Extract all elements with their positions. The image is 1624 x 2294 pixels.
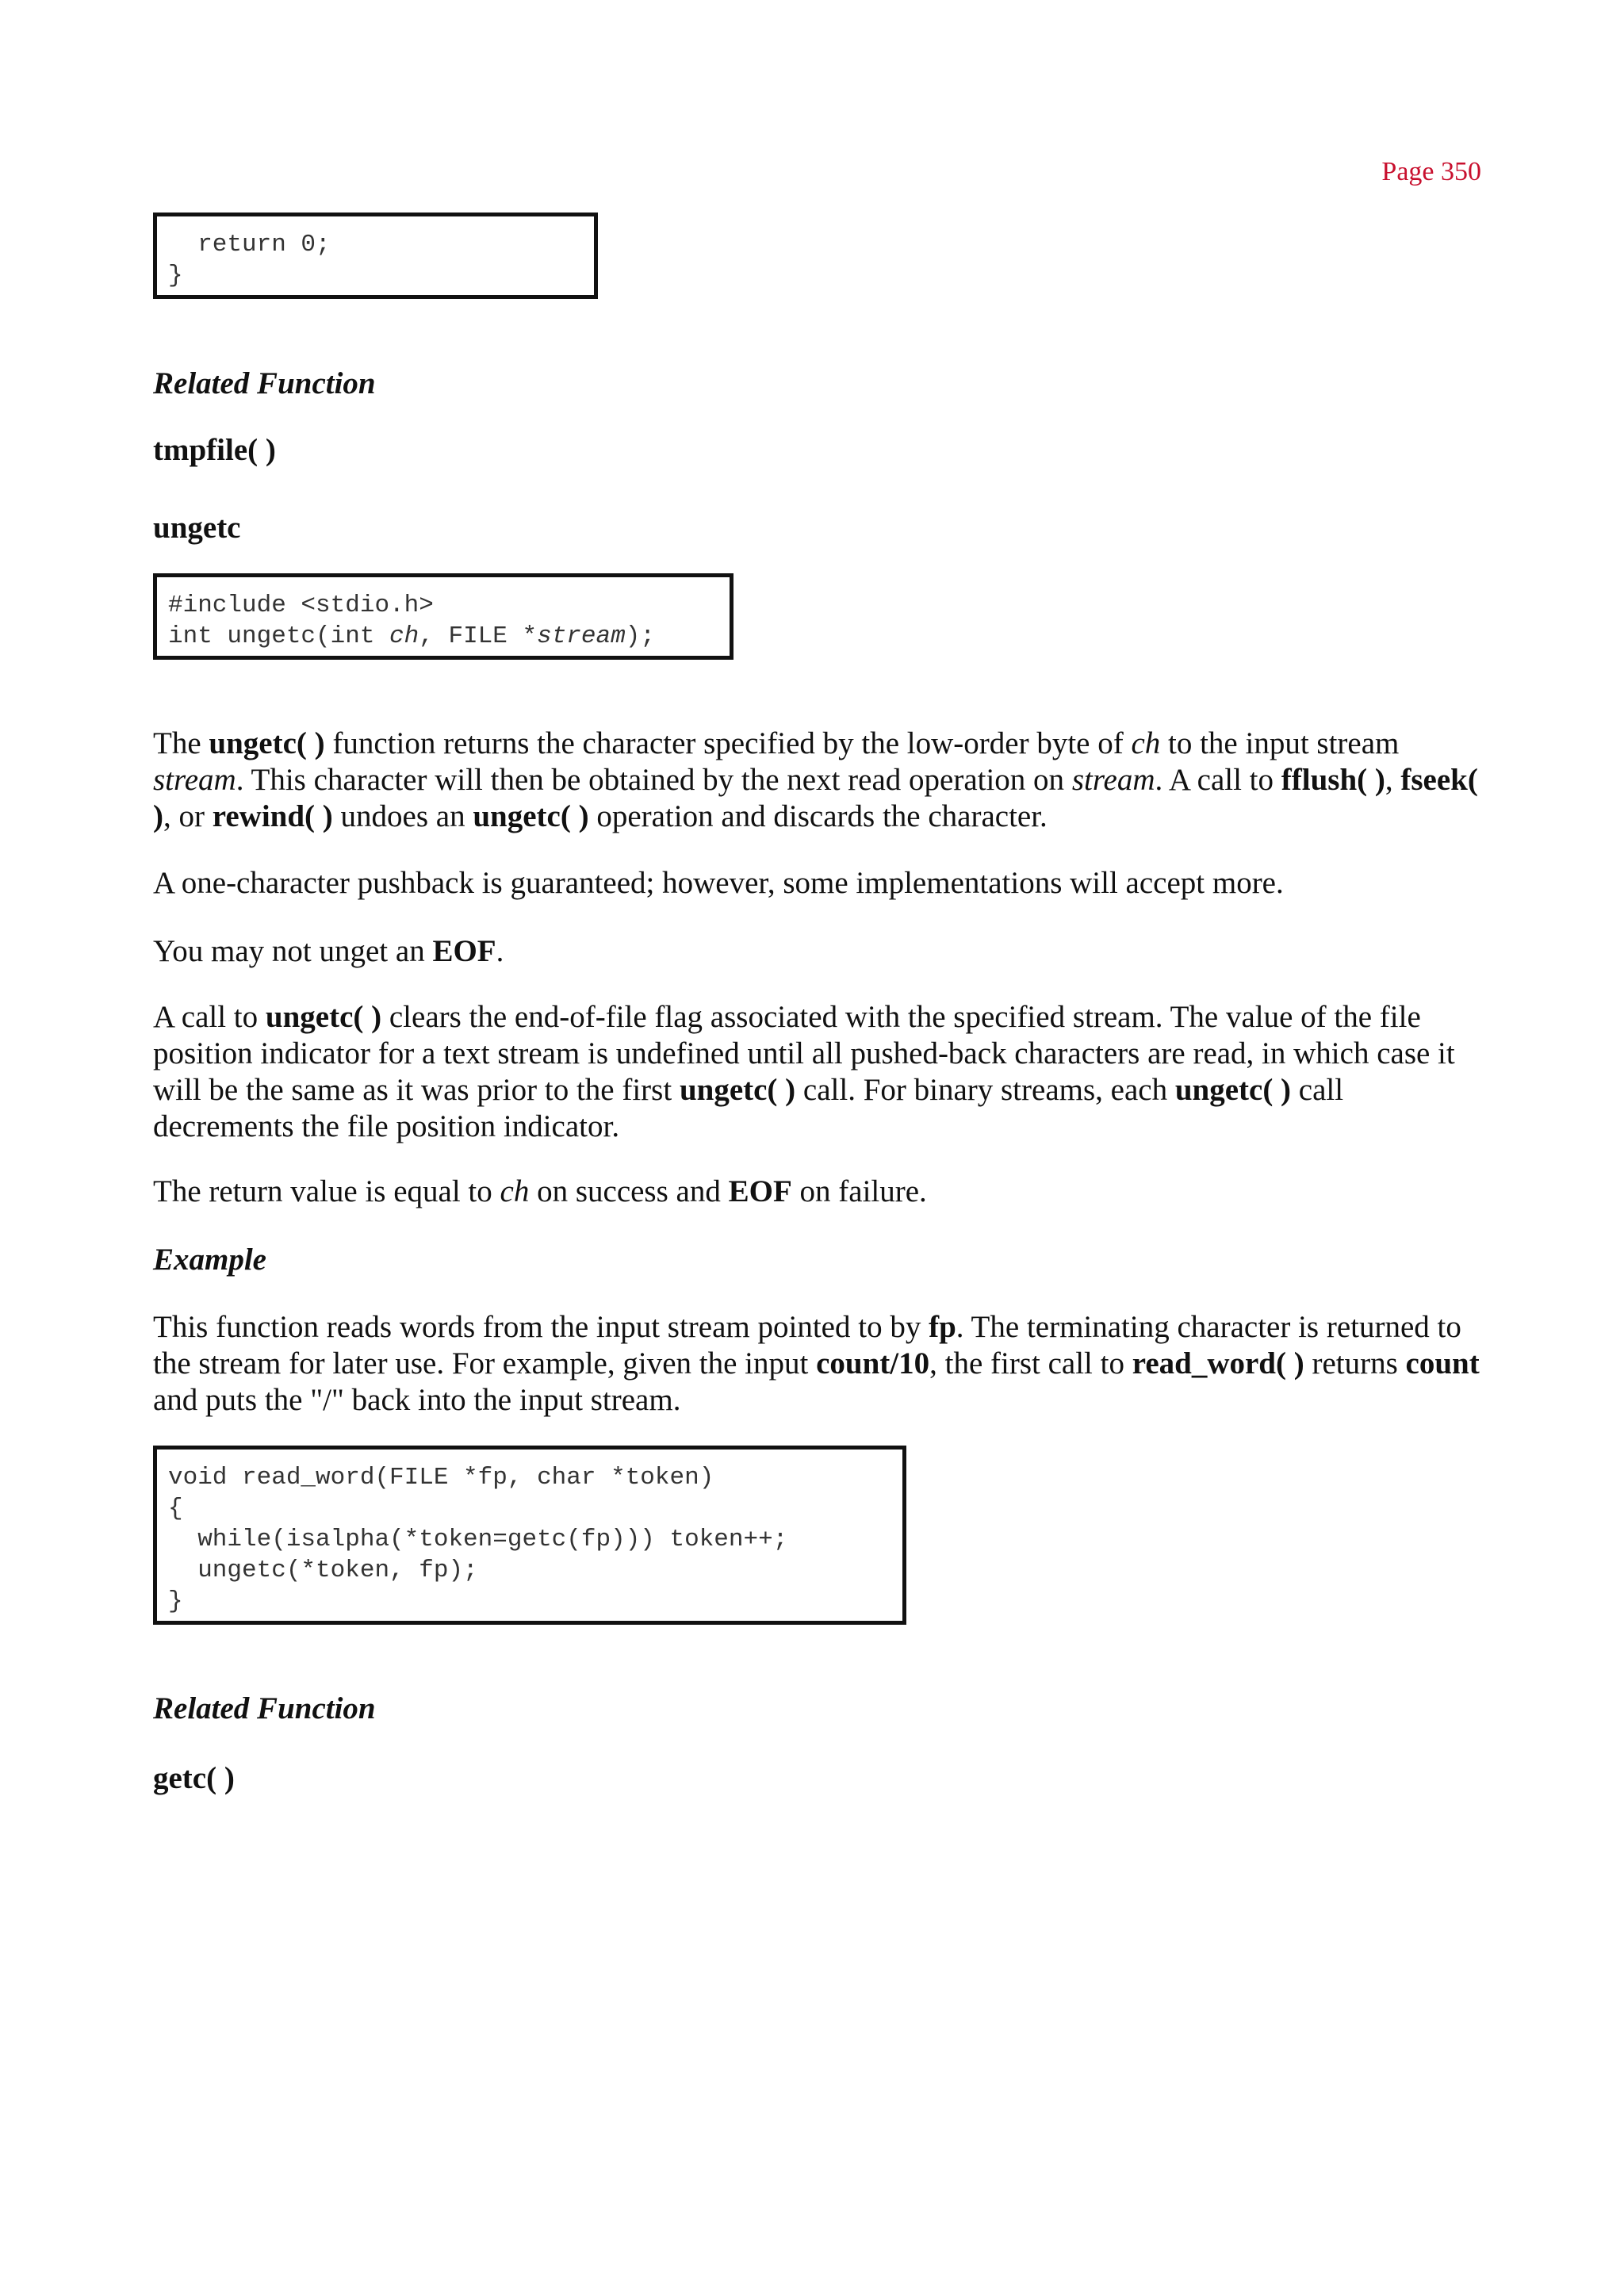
return-value-paragraph: The return value is equal to ch on success and EOF on failure. xyxy=(153,1174,927,1208)
code-param-ch: ch xyxy=(389,622,419,650)
related-function-name: getc( ) xyxy=(153,1761,235,1795)
code-line: void read_word(FILE *fp, char *token) xyxy=(168,1464,714,1492)
code-line: { xyxy=(168,1495,183,1522)
description-paragraph: The ungetc( ) function returns the character specified by the low-order byte of ch to the input stream stream. This character will then be obtained by the next read operation on stream. A call to fflush( ), fseek( ), or rewind( ) undoes an ungetc( ) operation and discards the character. xyxy=(153,726,1478,833)
code-line: , FILE * xyxy=(419,622,538,650)
code-line: #include <stdio.h> xyxy=(168,592,434,619)
code-line: int ungetc(int xyxy=(168,622,390,650)
entry-title: ungetc xyxy=(153,511,241,545)
pushback-paragraph: A one-character pushback is guaranteed; however, some implementations will accept more. xyxy=(153,866,1284,900)
related-function-heading: Related Function xyxy=(153,1691,376,1725)
code-param-stream: stream xyxy=(537,622,626,650)
code-block-example xyxy=(153,1446,906,1625)
code-block-prototype xyxy=(153,573,733,660)
eof-paragraph: You may not unget an EOF. xyxy=(153,934,504,968)
file-position-paragraph: A call to ungetc( ) clears the end-of-file flag associated with the specified stream. The value of the file position indicator for a text stream is undefined until all pushed-back characters are read, in which case it will be the same as it was prior to the first ungetc( ) call. For binary streams, each ungetc( ) call decrements the file position indicator. xyxy=(153,1000,1455,1143)
related-function-heading: Related Function xyxy=(153,366,376,400)
code-line: } xyxy=(168,1587,183,1615)
code-line: while(isalpha(*token=getc(fp))) token++; xyxy=(168,1526,788,1553)
code-line: ungetc(*token, fp); xyxy=(168,1557,478,1584)
code-line: return 0; xyxy=(168,231,331,259)
page-number: Page 350 xyxy=(1381,157,1481,186)
example-heading: Example xyxy=(153,1243,266,1277)
related-function-name: tmpfile( ) xyxy=(153,433,276,467)
code-line: } xyxy=(168,262,183,289)
code-block-return xyxy=(153,213,598,299)
example-paragraph: This function reads words from the input stream pointed to by fp. The terminating character is returned to the stream for later use. For example, given the input count/10, the first call to read_word( ) returns count and puts the "/" back into the input stream. xyxy=(153,1310,1480,1417)
code-line: ); xyxy=(625,622,655,650)
